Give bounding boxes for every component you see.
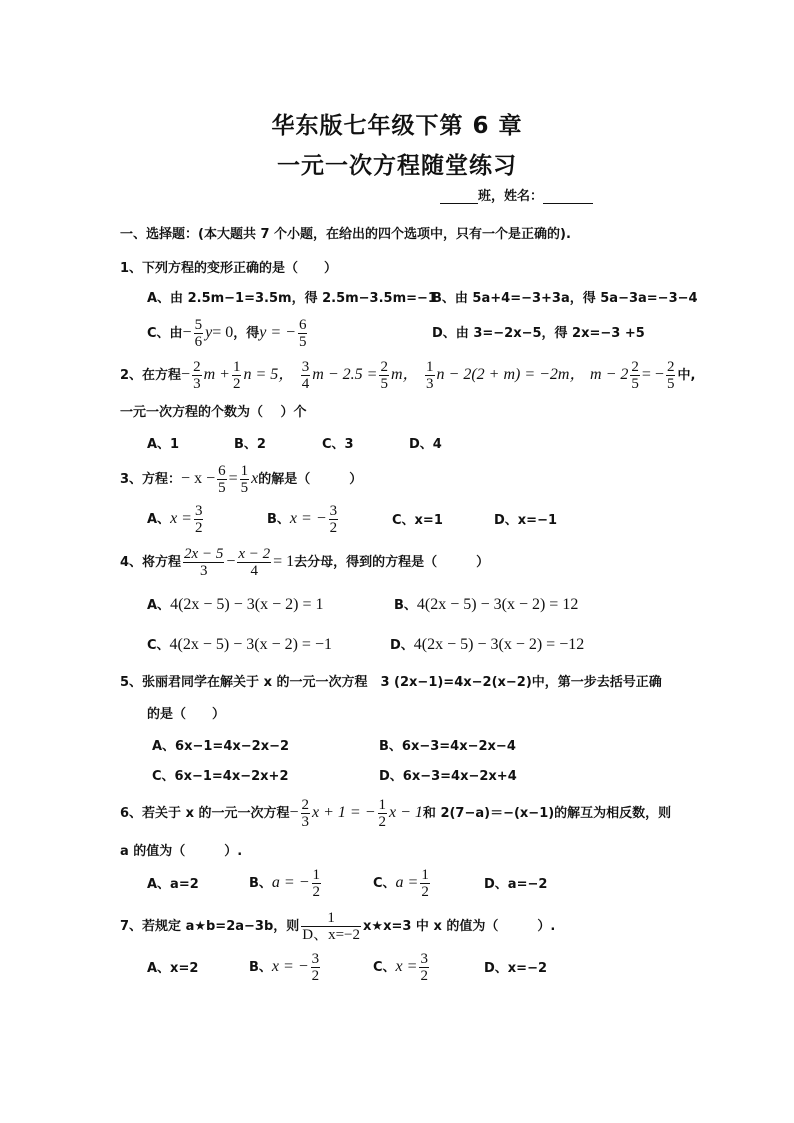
q5-option-b: B、6x−3=4x−2x−4	[379, 739, 516, 754]
q1-option-b: B、由 5a+4=−3+3a，得 5a−3a=−3−4	[432, 291, 698, 306]
q3-frac-1: $\frac{6}{5}$	[218, 463, 226, 496]
q5-line1: 5、张丽君同学在解关于 x 的一元一次方程 3 (2x−1)=4x−2(x−2)中，第一步去括号正确	[120, 675, 662, 690]
q4-option-c: C、4(2x − 5) − 3(x − 2) = −1	[147, 636, 332, 653]
q6-option-b: B、a = − $\frac{1}{2}$	[249, 867, 321, 900]
q1-stem: 1、下列方程的变形正确的是（ ）	[120, 261, 338, 276]
q2-frac-7: $\frac{2}{5}$	[666, 359, 675, 392]
q7-stem: 7、若规定 a★b=2a−3b，则 $\frac{1}{D、x=-2}$ x★x=3 中 x 的值为（ ）.	[120, 910, 556, 943]
q7-option-a: A、x=2	[147, 961, 199, 976]
q2-frac-3: $\frac{3}{4}$	[301, 359, 310, 392]
title-line-1: 华东版七年级下第 6 章	[271, 113, 523, 139]
q5-option-a: A、6x−1=4x−2x−2	[152, 739, 290, 754]
q6-frac-2: $\frac{1}{2}$	[378, 797, 387, 830]
q4-stem: 4、将方程 $\frac{2x - 5}{3}$ − $\frac{x - 2}{4}$ = 1去分母，得到的方程是（ ）	[120, 546, 490, 579]
q3-option-d: D、x=−1	[494, 513, 558, 528]
q2-frac-4: $\frac{2}{5}$	[380, 359, 388, 392]
q2-option-b: B、2	[234, 437, 266, 452]
q3-frac-2: $\frac{1}{5}$	[240, 463, 249, 496]
q2-frac-6: $\frac{2}{5}$	[631, 359, 639, 392]
q2-option-a: A、1	[147, 437, 180, 452]
q6-option-a: A、a=2	[147, 877, 199, 892]
q5-line2: 的是（ ）	[147, 707, 226, 722]
q5-option-c: C、6x−1=4x−2x+2	[152, 769, 289, 784]
q3-option-c: C、x=1	[392, 513, 443, 528]
q1-option-c: C、由− $\frac{5}{6}$ y= 0，得y = − $\frac{6}{5}$	[147, 317, 307, 350]
section-heading: 一、选择题：(本大题共 7 个小题，在给出的四个选项中，只有一个是正确的).	[120, 227, 571, 242]
q1-c-frac-2: $\frac{6}{5}$	[298, 317, 307, 350]
class-name-line	[440, 190, 593, 204]
q2-frac-5: $\frac{1}{3}$	[426, 359, 434, 392]
q3-option-b: B、x = − $\frac{3}{2}$	[267, 503, 338, 536]
q6-option-c: C、a = $\frac{1}{2}$	[373, 867, 429, 900]
q1-option-a: A、由 2.5m−1=3.5m，得 2.5m−3.5m=−1	[147, 291, 437, 306]
q6-option-d: D、a=−2	[484, 877, 548, 892]
q1-c-prefix: C、由	[147, 326, 183, 341]
q2-stem: 2、在方程− $\frac{2}{3}$ m + $\frac{1}{2}$ n = 5， $\frac{3}{4}$ m − 2.5 = $\frac{2}{5}$ m， $\frac{1}{3}$ n − 2(2 + m) = −2m， m − 2 $\frac{2}{5}$ = − $\frac{2}{5}$ 中,	[120, 359, 696, 392]
q3-option-a: A、x = $\frac{3}{2}$	[147, 503, 203, 536]
q4-option-a: A、4(2x − 5) − 3(x − 2) = 1	[147, 596, 324, 613]
name-blank	[543, 190, 593, 204]
q2-line2: 一元一次方程的个数为（ ）个	[120, 405, 307, 420]
q2-option-d: D、4	[409, 437, 442, 452]
q1-c-minus: −	[182, 324, 192, 341]
q7-option-c: C、x = $\frac{3}{2}$	[373, 951, 428, 984]
q7-option-d: D、x=−2	[484, 961, 548, 976]
q4-option-d: D、4(2x − 5) − 3(x − 2) = −12	[390, 636, 585, 653]
q2-frac-1: $\frac{2}{3}$	[193, 359, 201, 392]
q1-c-frac: $\frac{5}{6}$	[194, 317, 203, 350]
q6-stem: 6、若关于 x 的一元一次方程− $\frac{2}{3}$ x + 1 = − $\frac{1}{2}$ x − 1和 2(7−a)＝−(x−1)的解互为相反数，则	[120, 797, 672, 830]
q7-frac: $\frac{1}{D、x=-2}$	[302, 910, 361, 943]
q7-option-b: B、x = − $\frac{3}{2}$	[249, 951, 320, 984]
q2-option-c: C、3	[322, 437, 354, 452]
title-line-2: 一元一次方程随堂练习	[277, 153, 517, 179]
class-name-label: 班，姓名：	[478, 189, 544, 204]
q1-option-d: D、由 3=−2x−5，得 2x=−3 +5	[432, 326, 645, 341]
q4-option-b: B、4(2x − 5) − 3(x − 2) = 12	[394, 596, 579, 613]
q6-line2: a 的值为（ ）.	[120, 844, 243, 859]
q4-frac-2: $\frac{x - 2}{4}$	[238, 546, 271, 579]
q5-option-d: D、6x−3=4x−2x+4	[379, 769, 517, 784]
q6-frac-1: $\frac{2}{3}$	[301, 797, 310, 830]
q3-stem: 3、方程：− x − $\frac{6}{5}$ = $\frac{1}{5}$ x的解是（ ）	[120, 463, 363, 496]
q2-frac-2: $\frac{1}{2}$	[232, 359, 241, 392]
q4-frac-1: $\frac{2x - 5}{3}$	[184, 546, 224, 579]
class-blank	[440, 190, 478, 204]
